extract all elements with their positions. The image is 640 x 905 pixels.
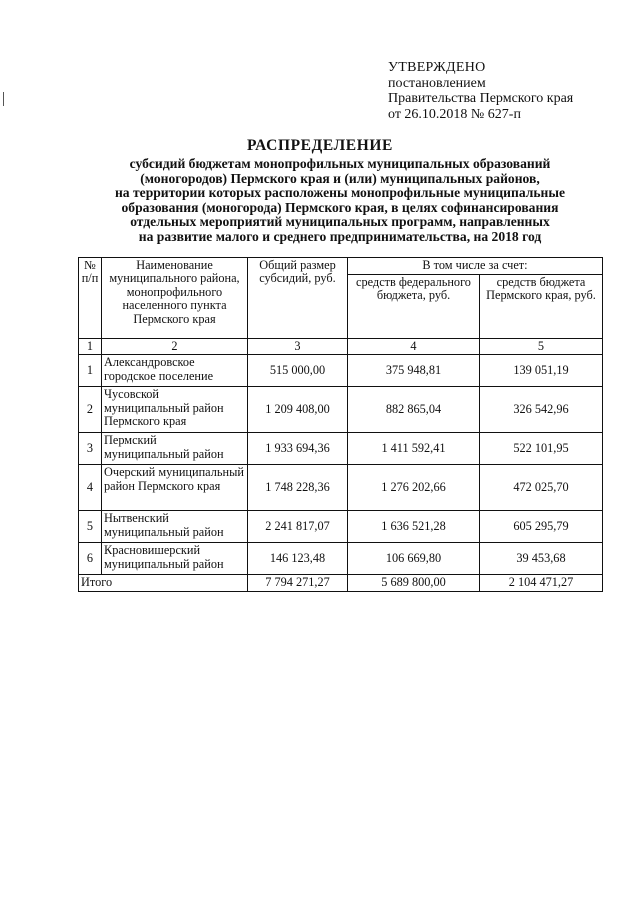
table-row bbox=[79, 387, 603, 433]
row-regional: 605 295,79 bbox=[480, 511, 603, 543]
header-num: № п/п bbox=[79, 258, 102, 339]
row-total: 515 000,00 bbox=[248, 355, 348, 387]
row-federal: 375 948,81 bbox=[348, 355, 480, 387]
row-total: 1 748 228,36 bbox=[248, 465, 348, 511]
row-total: 146 123,48 bbox=[248, 543, 348, 575]
column-number: 1 bbox=[79, 339, 102, 355]
approval-line-3: от 26.10.2018 № 627-п bbox=[388, 106, 521, 122]
approval-stamp bbox=[388, 60, 573, 122]
header-federal: средств федерального бюджета, руб. bbox=[348, 274, 480, 338]
subtitle-line: (моногородов) Пермского края и (или) муниципальных районов, bbox=[140, 170, 540, 186]
document-subtitle bbox=[70, 157, 610, 245]
subtitle-line: образования (моногорода) Пермского края, в целях софинансирования bbox=[121, 199, 559, 215]
subtitle-line: отдельных мероприятий муниципальных программ, направленных bbox=[130, 214, 550, 230]
column-numbers-row bbox=[79, 339, 603, 355]
subtitle-line: на развитие малого и среднего предпринимательства, на 2018 год bbox=[138, 228, 542, 244]
total-label: Итого bbox=[79, 575, 248, 591]
header-name: Наименование муниципального района, монопрофильного населенного пункта Пермского края bbox=[102, 258, 248, 339]
approval-line-1: постановлением bbox=[388, 75, 486, 91]
distribution-table bbox=[78, 257, 603, 592]
row-name: Чусовской муниципальный район Пермского края bbox=[102, 387, 248, 433]
header-regional: средств бюджета Пермского края, руб. bbox=[480, 274, 603, 338]
header-total: Общий размер субсидий, руб. bbox=[248, 258, 348, 339]
total-row bbox=[79, 575, 603, 591]
total-federal: 5 689 800,00 bbox=[348, 575, 480, 591]
row-federal: 106 669,80 bbox=[348, 543, 480, 575]
row-total: 1 209 408,00 bbox=[248, 387, 348, 433]
column-number: 2 bbox=[102, 339, 248, 355]
row-regional: 139 051,19 bbox=[480, 355, 603, 387]
column-number: 5 bbox=[480, 339, 603, 355]
row-federal: 882 865,04 bbox=[348, 387, 480, 433]
row-regional: 522 101,95 bbox=[480, 433, 603, 465]
row-regional: 472 025,70 bbox=[480, 465, 603, 511]
row-number: 1 bbox=[79, 355, 102, 387]
margin-mark bbox=[3, 92, 4, 106]
total-sum: 7 794 271,27 bbox=[248, 575, 348, 591]
column-number: 3 bbox=[248, 339, 348, 355]
row-name: Александровское городское поселение bbox=[102, 355, 248, 387]
row-regional: 39 453,68 bbox=[480, 543, 603, 575]
row-name: Пермский муниципальный район bbox=[102, 433, 248, 465]
row-name: Нытвенский муниципальный район bbox=[102, 511, 248, 543]
row-number: 5 bbox=[79, 511, 102, 543]
row-total: 2 241 817,07 bbox=[248, 511, 348, 543]
table-row bbox=[79, 465, 603, 511]
row-number: 2 bbox=[79, 387, 102, 433]
row-number: 4 bbox=[79, 465, 102, 511]
subtitle-line: субсидий бюджетам монопрофильных муниципальных образований bbox=[129, 156, 551, 171]
table-row bbox=[79, 433, 603, 465]
row-federal: 1 276 202,66 bbox=[348, 465, 480, 511]
approval-line-2: Правительства Пермского края bbox=[388, 91, 574, 106]
row-name: Красновишерский муниципальный район bbox=[102, 543, 248, 575]
table-row bbox=[79, 355, 603, 387]
row-regional: 326 542,96 bbox=[480, 387, 603, 433]
row-number: 6 bbox=[79, 543, 102, 575]
document-title: РАСПРЕДЕЛЕНИЕ bbox=[247, 137, 393, 154]
row-federal: 1 636 521,28 bbox=[348, 511, 480, 543]
row-number: 3 bbox=[79, 433, 102, 465]
header-including: В том числе за счет: bbox=[348, 258, 603, 275]
row-name: Очерский муниципальный район Пермского края bbox=[102, 465, 248, 511]
total-regional: 2 104 471,27 bbox=[480, 575, 603, 591]
table-row bbox=[79, 511, 603, 543]
table-row bbox=[79, 543, 603, 575]
row-federal: 1 411 592,41 bbox=[348, 433, 480, 465]
subtitle-line: на территории которых расположены монопрофильные муниципальные bbox=[114, 185, 566, 201]
row-total: 1 933 694,36 bbox=[248, 433, 348, 465]
approval-title: УТВЕРЖДЕНО bbox=[388, 60, 486, 75]
column-number: 4 bbox=[348, 339, 480, 355]
